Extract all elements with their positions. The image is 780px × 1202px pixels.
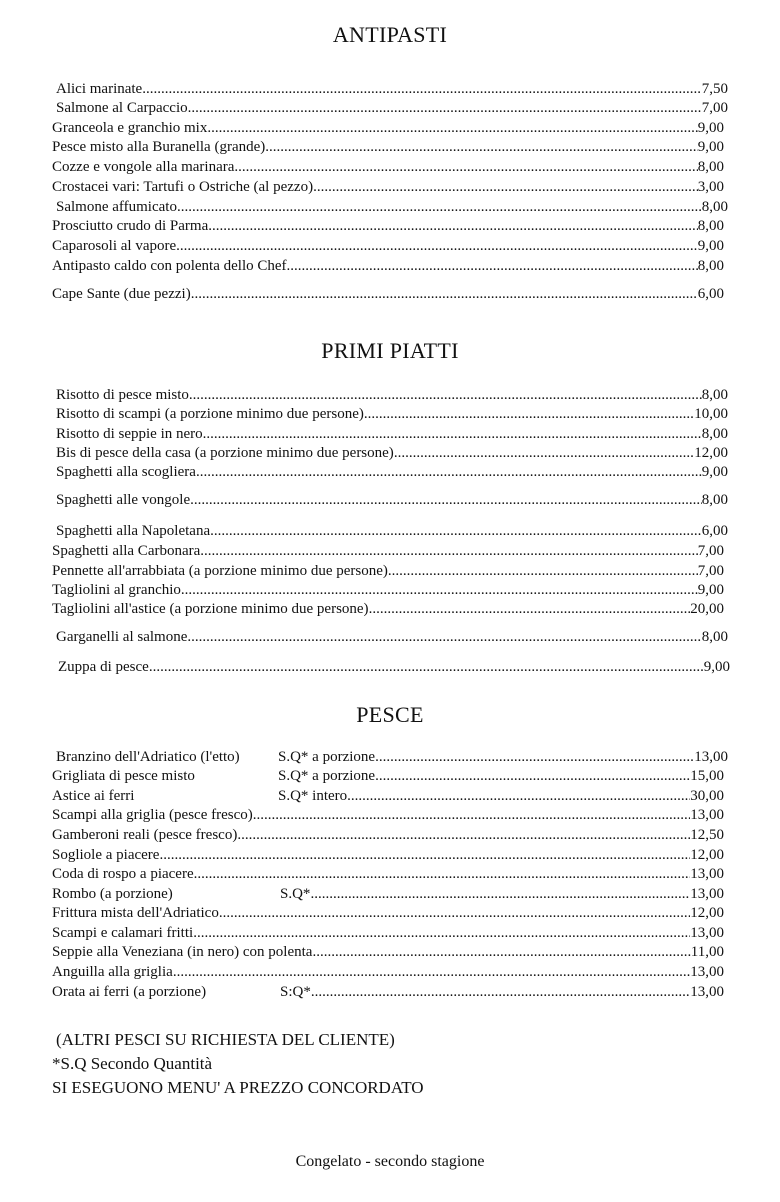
item-name: Tagliolini al granchio (52, 582, 181, 598)
menu-item (52, 217, 724, 236)
item-name: Spaghetti alle vongole (56, 492, 191, 508)
menu-item (52, 865, 724, 884)
leader-dots (375, 767, 690, 786)
item-price: 6,00 (697, 286, 724, 302)
menu-item (56, 463, 728, 482)
leader-dots (142, 80, 702, 99)
leader-dots (188, 99, 702, 118)
menu-item (56, 522, 728, 541)
leader-dots (265, 138, 697, 157)
note-other-fish: (ALTRI PESCI SU RICHIESTA DEL CLIENTE) (56, 1030, 395, 1049)
leader-dots (203, 425, 702, 444)
item-name: Spaghetti alla Napoletana (56, 523, 211, 539)
item-price: 13,00 (694, 749, 728, 765)
item-price: 9,00 (697, 139, 724, 155)
menu-item (52, 581, 724, 600)
item-name: Spaghetti alla scogliera (56, 464, 196, 480)
item-name: Prosciutto crudo di Parma (52, 218, 209, 234)
item-price: 13,00 (690, 866, 724, 882)
item-price: 8,00 (701, 629, 728, 645)
section-title-primi-piatti: PRIMI PIATTI (321, 338, 459, 363)
item-price: 13,00 (690, 886, 724, 902)
item-name: Seppie alla Veneziana (in nero) con polenta (52, 944, 313, 960)
item-name: Granceola e granchio mix (52, 120, 208, 136)
item-price: 6,00 (701, 523, 728, 539)
menu-item (52, 119, 724, 138)
leader-dots (312, 943, 690, 962)
menu-item (52, 924, 724, 943)
item-quantity-note: S:Q* (280, 984, 311, 1000)
item-name: Bis di pesce della casa (a porzione minimo due persone) (56, 445, 394, 461)
menu-item (56, 198, 728, 217)
note-custom-menu: SI ESEGUONO MENU' A PREZZO CONCORDATO (52, 1078, 424, 1097)
item-name: Salmone al Carpaccio (56, 100, 188, 116)
leader-dots (173, 963, 690, 982)
leader-dots (237, 826, 690, 845)
item-name: Scampi e calamari fritti (52, 925, 194, 941)
leader-dots (194, 865, 691, 884)
item-price: 13,00 (690, 925, 724, 941)
item-price: 8,00 (701, 492, 728, 508)
item-price: 9,00 (701, 464, 728, 480)
menu-item (52, 885, 724, 904)
item-quantity-note: S.Q* (280, 886, 311, 902)
leader-dots (234, 158, 697, 177)
leader-dots (181, 581, 698, 600)
leader-dots (196, 463, 702, 482)
item-price: 3,00 (697, 179, 724, 195)
item-name: Pennette all'arrabbiata (a porzione minimo due persone) (52, 563, 388, 579)
menu-item (56, 628, 728, 647)
item-price: 13,00 (690, 964, 724, 980)
item-name: Coda di rospo a piacere (52, 866, 194, 882)
menu-item (52, 904, 724, 923)
leader-dots (149, 658, 704, 677)
item-name: Zuppa di pesce (58, 659, 149, 675)
leader-dots (210, 522, 702, 541)
item-price: 7,00 (701, 100, 728, 116)
item-price: 9,00 (697, 238, 724, 254)
item-name: Alici marinate (56, 81, 143, 97)
menu-item (52, 257, 724, 276)
leader-dots (347, 787, 690, 806)
menu-item (52, 542, 724, 561)
leader-dots (369, 600, 691, 619)
item-name: Gamberoni reali (pesce fresco) (52, 827, 238, 843)
menu-item (56, 99, 728, 118)
leader-dots (191, 285, 698, 304)
item-price: 7,50 (701, 81, 728, 97)
item-price: 8,00 (701, 426, 728, 442)
item-name: Cape Sante (due pezzi) (52, 286, 191, 302)
leader-dots (207, 119, 697, 138)
item-quantity-note: S.Q* a porzione (278, 768, 376, 784)
leader-dots (313, 178, 698, 197)
item-price: 13,00 (690, 984, 724, 1000)
menu-item (56, 405, 728, 424)
menu-item (52, 826, 724, 845)
item-price: 8,00 (701, 387, 728, 403)
item-name: Risotto di scampi (a porzione minimo due persone) (56, 406, 364, 422)
menu-item (52, 178, 724, 197)
menu-item (56, 425, 728, 444)
section-title-antipasti: ANTIPASTI (332, 22, 448, 47)
menu-item (56, 386, 728, 405)
item-price: 30,00 (690, 788, 724, 804)
item-name: Astice ai ferri (52, 788, 135, 804)
leader-dots (200, 542, 697, 561)
item-price: 12,50 (690, 827, 724, 843)
leader-dots (364, 405, 694, 424)
leader-dots (287, 257, 698, 276)
item-price: 10,00 (694, 406, 728, 422)
leader-dots (311, 983, 690, 1002)
item-name: Branzino dell'Adriatico (l'etto) (56, 749, 240, 765)
item-name: Anguilla alla griglia (52, 964, 173, 980)
item-name: Cozze e vongole alla marinara (52, 159, 235, 175)
menu-item (58, 658, 730, 677)
item-price: 12,00 (694, 445, 728, 461)
item-price: 11,00 (690, 944, 724, 960)
menu-item (56, 491, 728, 510)
item-name: Risotto di pesce misto (56, 387, 189, 403)
leader-dots (388, 562, 698, 581)
menu-item (52, 787, 724, 806)
menu-item (52, 285, 724, 304)
item-name: Scampi alla griglia (pesce fresco) (52, 807, 253, 823)
item-name: Rombo (a porzione) (52, 886, 173, 902)
item-name: Salmone affumicato (56, 199, 177, 215)
item-name: Pesce misto alla Buranella (grande) (52, 139, 266, 155)
menu-item (52, 963, 724, 982)
menu-item (52, 943, 724, 962)
frozen-note: Congelato - secondo stagione (295, 1153, 485, 1170)
leader-dots (394, 444, 694, 463)
item-name: Tagliolini all'astice (a porzione minimo due persone) (52, 601, 369, 617)
leader-dots (253, 806, 691, 825)
item-name: Orata ai ferri (a porzione) (52, 984, 207, 1000)
note-sq-legend: *S.Q Secondo Quantità (52, 1054, 213, 1073)
menu-item (52, 600, 724, 619)
leader-dots (190, 491, 702, 510)
item-name: Sogliole a piacere (52, 847, 160, 863)
item-quantity-note: S.Q* intero (278, 788, 348, 804)
item-price: 20,00 (690, 601, 724, 617)
item-price: 12,00 (690, 847, 724, 863)
menu-item (52, 562, 724, 581)
menu-item (56, 748, 728, 767)
item-price: 8,00 (697, 218, 724, 234)
item-name: Antipasto caldo con polenta dello Chef (52, 258, 287, 274)
item-price: 15,00 (690, 768, 724, 784)
item-name: Risotto di seppie in nero (56, 426, 203, 442)
item-price: 9,00 (697, 582, 724, 598)
item-price: 9,00 (697, 120, 724, 136)
leader-dots (187, 628, 701, 647)
item-name: Garganelli al salmone (56, 629, 188, 645)
leader-dots (176, 237, 698, 256)
item-quantity-note: S.Q* a porzione (278, 749, 376, 765)
leader-dots (177, 198, 702, 217)
leader-dots (159, 846, 690, 865)
menu-item (52, 767, 724, 786)
item-name: Caparosoli al vapore (52, 238, 177, 254)
item-price: 8,00 (701, 199, 728, 215)
item-price: 7,00 (697, 563, 724, 579)
item-name: Crostacei vari: Tartufi o Ostriche (al pezzo) (52, 179, 314, 195)
item-price: 8,00 (697, 258, 724, 274)
item-price: 9,00 (703, 659, 730, 675)
item-price: 13,00 (690, 807, 724, 823)
item-name: Spaghetti alla Carbonara (52, 543, 201, 559)
leader-dots (375, 748, 694, 767)
item-price: 7,00 (697, 543, 724, 559)
item-price: 12,00 (690, 905, 724, 921)
leader-dots (193, 924, 690, 943)
leader-dots (219, 904, 690, 923)
leader-dots (310, 885, 690, 904)
leader-dots (189, 386, 702, 405)
menu-item (52, 806, 724, 825)
item-name: Frittura mista dell'Adriatico (52, 905, 219, 921)
menu-item (52, 846, 724, 865)
item-name: Grigliata di pesce misto (52, 768, 195, 784)
section-title-pesce: PESCE (356, 702, 424, 727)
item-price: 8,00 (697, 159, 724, 175)
menu-item (52, 983, 724, 1002)
menu-item (56, 444, 728, 463)
menu-item (56, 80, 728, 99)
menu-item (52, 237, 724, 256)
menu-item (52, 138, 724, 157)
leader-dots (208, 217, 698, 236)
menu-item (52, 158, 724, 177)
